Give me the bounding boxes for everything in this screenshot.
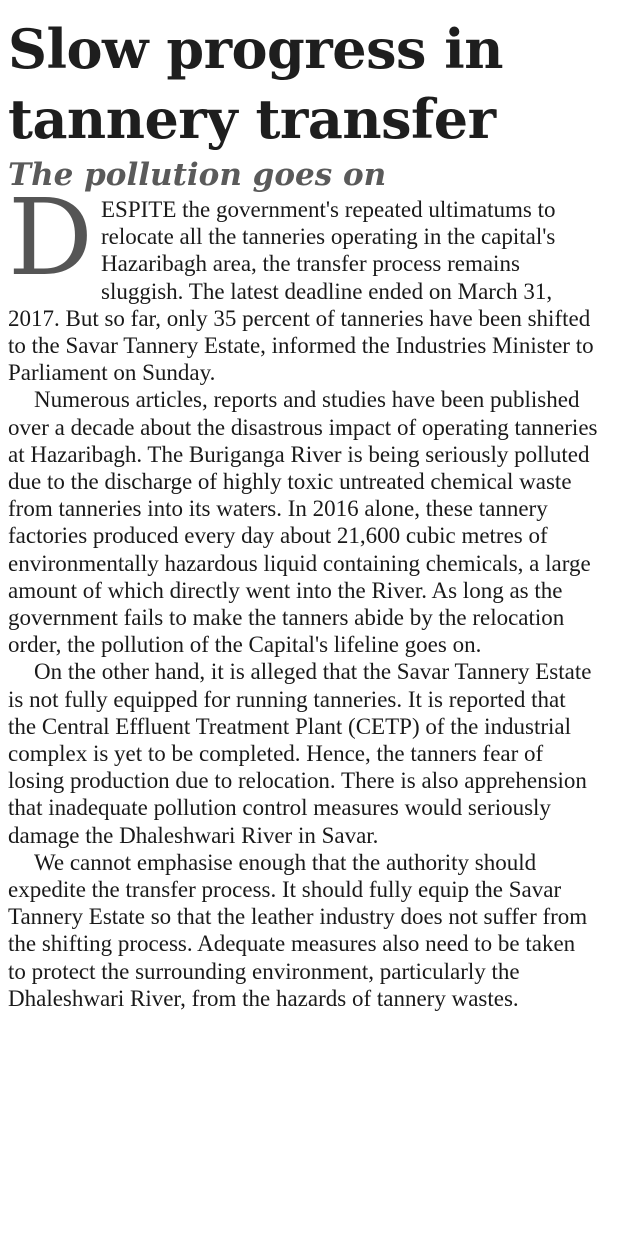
article-body	[8, 176, 598, 1012]
paragraph-2: Numerous articles, reports and studies have been published over a decade about the disastrous impact of operating tanneries at Hazaribagh. The Buriganga River is being seriously polluted due to the discharge of highly toxic untreated chemical waste from tanneries into its waters. In 2016 alone, these tannery factories produced every day about 21,600 cubic metres of environmentally hazardous liquid containing chemicals, a large amount of which directly went into the River. As long as the government fails to make the tanners abide by the relocation order, the pollution of the Capital's lifeline goes on.	[8, 387, 598, 658]
paragraph-3: On the other hand, it is alleged that the Savar Tannery Estate is not fully equipped for running tanneries. It is reported that the Central Effluent Treatment Plant (CETP) of the industrial complex is yet to be completed. Hence, the tanners fear of losing production due to relocation. There is also apprehension that inadequate pollution control measures would seriously damage the Dhaleshwari River in Savar.	[8, 659, 592, 848]
paragraph-4: We cannot emphasise enough that the authority should expedite the transfer process. It should fully equip the Savar Tannery Estate so that the leather industry does not suffer from the shifting process. Adequate measures also need to be taken to protect the surrounding environment, particularly the Dhaleshwari River, from the hazards of tannery wastes.	[8, 849, 588, 1011]
drop-cap: D	[8, 176, 93, 299]
editorial-article	[8, 14, 598, 1012]
headline: Slow progress in tannery transfer	[8, 17, 503, 151]
paragraph-1-text: ESPITE the government's repeated ultimatums to relocate all the tanneries operating in the capital's Hazaribagh area, the transfer process remains sluggish. The latest deadline ended on March 31, 2017. But so far, only 35 percent of tanneries have been shifted to the Savar Tannery Estate, informed the Industries Minister to Parliament on Sunday.	[8, 197, 594, 386]
paragraph-1	[8, 176, 598, 386]
subheadline: The pollution goes on	[8, 157, 387, 193]
